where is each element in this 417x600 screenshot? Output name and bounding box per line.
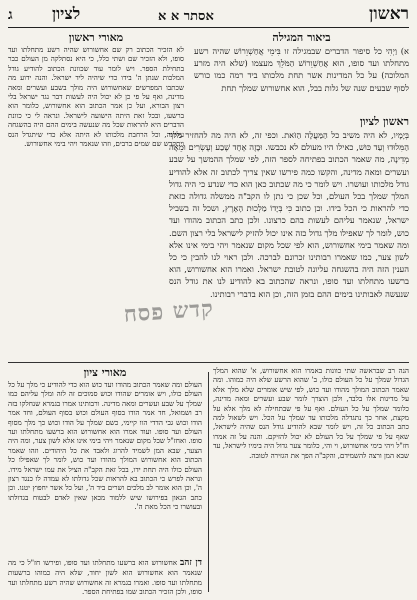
bottom-left-section [8,558,202,596]
rishon-title: ראשון לציון [359,115,409,128]
rishon-text: בְּיָמָיו, לא היה משיב כל הַמַּעֲלָה הַזֹּאת. וכפי זה, לא היה מה להחזיר מלך הַמִּלוּדוּ וְעַד כּוּשׁ, כאילו היו מעולם לא נכבשו. וּבָזֶה אֶחָד שֶׁבַע וְעֶשְׂרִים וּמֵאָה מְדִינָה, מה שאמר הכתוב בפתיחה לספר הזה, לפי שמלך ההמשך על שבע ועשרים ומאה מדינה, והקשו כמה פירשו שאין צריך לכתוב זה אלא להודיע גודל מלכותו ועושרו. ויש לומר כי מה שכתוב כאן הוא כדי שנדע כי היה גדול המלך שמלך בכל העולם, וכל שכן כי נתן לו הקב"ה ממשלה גדולה כזאת כדי להראות כי הכל בידו. וכן כתוב כִּי בְּיָדוֹ מַלְכוּת הָאָרֶץ, ושכל זה בשביל ישראל, שנאמר עליהם לעשות בהם כרצונו. ולכן כתב הכתוב מהודו ועד כוש, לומר לך שאפילו מלך גדול כזה אינו יכול להזיק לישראל בלי רצון השם. ומה שאמר בימי אחשורוש, הוא לפי שכל מקום שנאמר ויהי בימי אינו אלא לשון צער, כמו שאמרו רבותינו זכרונם לברכה. ולכן ראוי לנו להבין כי כל הענין הזה היה בהשגחה עליונה לטובת ישראל. ואמרו הוא אחשורוש, הוא ברשעו מתחלתו ועד סופו, ונראה שהכתוב בא להודיע לנו את גודל הנס שנעשה לאבותינו בימים ההם בזמן הזה, וכן הוא בדברי רבותינו. [169,130,409,299]
header-rule [8,27,409,28]
maorei-tzion-text: העולם ומה שאמר הכתוב מהודו ועד כוש הוא כדי להודיע כי מלך על כל העולם כולו, ויש אומרים שהודו וכוש סמוכים זה לזה ומלך עליהם כמו שמלך על שבע ועשרים ומאה מדינה. ורבותינו אמרו בגמרא שנחלקו בזה רב ושמואל, חד אמר הודו בסוף העולם וכוש בסוף העולם, וחד אמר הודו וכוש גבי הדדי הוו קיימי, כשם שמלך על הודו וכוש כך מלך מסוף העולם ועד סופו. ועוד אמרו הוא אחשורוש הוא ברשעו מתחלתו ועד סופו. ואחז"ל שכל מקום שנאמר ויהי בימי אינו אלא לשון צער, ומה היה הצער, שבא המן לשמיד להרוג ולאבד את כל היהודים. וזהו שאמר הכתוב הוא אחשורוש המולך מהודו ועד כוש, לומר לך שאפילו כל העולם כולו היה תחת ידו, בכל זאת הקב"ה הציל את עמו ישראל מידו. ונראה לפרש כי הכתוב בא להראות שכל גדולתו לא עמדה לו כנגד רצון ה', וכן הוא אומר לב מלכים ושרים ביד ה', ועל כל אשר יחפוץ יטנו. וכן כתב הגאון בפירושו שיש ללמוד מכאן שאין לאדם לבטוח בגדולתו ובעושרו כי הכל מאת ה'. [8,380,202,512]
running-header [8,4,409,28]
maorei-tzion-title: מאורי ציון [83,366,127,379]
header-title-right: ראשון [369,4,409,24]
maorei-rishon-text: לא הזכיר הכתוב רק שם אחשורוש שהיה רשע מתחלתו ועד סופו, ולא הזכיר שם ושתי כלל, כי היא נסתלקה מן העולם כבר בתחילת הספר. ויש לומר עוד שכוונת הכתוב להודיע גודל המלכות שנתן ה' בידו כדי שיהיה ליד ישראל. והנה ידוע מה שכתבו המפרשים שאחשורוש היה מולך בשבע ועשרים ומאה מדינה, ואף על פי כן לא יכול היה לעשות דבר נגד ישראל בלי רצון הבורא, ועל כן אמר הכתוב הוא אחשורוש, כלומר הוא ברשעו, ובכל זאת היתה הישועה לישראל. ונראה לי כי כוונת הדברים היא להראות שכל מה שנעשה בימים ההם היה בהשגחה עליונה, וכל הרחבת מלכותו לא היתה אלא כדי שיתגדל הנס ויתקדש שם שמים ברבים, וזהו שנאמר ויהי בימי אחשורוש. [8,45,184,149]
bottom-left-text: אחשורוש הוא ברשעו מתחלתו ועד סופו, ופירשו חז"ל כי מה שנאמר הוא אחשורוש הוא לשון יחוד, שלא היה כמוהו ברשעות מתחלתו ועד סופו. ואמרו בגמרא זה אחשורוש שהיה רשע מתחלתו ועד סופו, ולכן הזכיר הכתוב שמו בפתיחת הספר. [8,558,202,596]
maorei-rishon-right-text: הנה רב שבראשה שתי כוונות באמרו הוא אחשורוש, א' שהוא המלך הגדול שמלך על כל העולם כולו, ב' שהוא הרשע שלא היה כמוהו. ומה שאמר הכתוב המולך מהודו ועד כוש, לפי שיש אומרים שלא מלך אלא על מדינות אלו בלבד, ולכן הוצרך לומר שבע ועשרים ומאה מדינה, כלומר שמלך על כל העולם. ואף על פי שבתחילה לא מלך אלא על מקצת, אחר כך נתגדלה מלכותו עד שמלך על הכל. ויש לשאול למה כתב הכתוב כל זה, ויש לומר שבא להודיע גודל הנס שהיה לישראל, שאף על פי שמלך על כל העולם לא יכול להזיקם. והנה על זה אמרו חז"ל ויהי בימי אחשורוש, וי והי, כלומר צער גדול היה בימיו לישראל, עד שבא המן ורצה להשמידם, והקב"ה הפך את הגזירה לטובה. [213,366,409,460]
column-divider [208,372,209,592]
header-title-left: לציון [52,4,81,23]
maorei-rishon-right-section [213,366,409,594]
biur-text: א) וַיְהִי כל סיפור הדברים שבמגילה זו בִּימֵי אֲחַשְׁוֵרוֹשׁ שהיה רשע מתחלתו ועד סופו, הוּא אֲחַשְׁוֵרוֹשׁ הַמֹּלֵךְ מעצמו (שלא היה מזרע המלוכה) על כל המדינות אשר תחת מלכותו ביד רמה כמו כורש לסוף שבעים שנה של גלות בבל, הוא אחשורוש שמלך תחת [194,46,409,93]
page-number: ג [8,7,13,23]
biur-title: ביאור המגילה [272,31,331,44]
maorei-tzion-section [8,366,202,556]
maorei-rishon-title: מאורי ראשון [68,31,124,44]
header-title-center: אסתר א א [158,9,214,24]
section-divider [8,362,409,363]
maorei-rishon-section [8,31,184,361]
bottom-left-paragraph [8,558,202,596]
stamp-text: קדש פסח [122,295,215,328]
bottom-left-title: דן זהב [180,558,202,568]
biur-section [194,31,409,111]
